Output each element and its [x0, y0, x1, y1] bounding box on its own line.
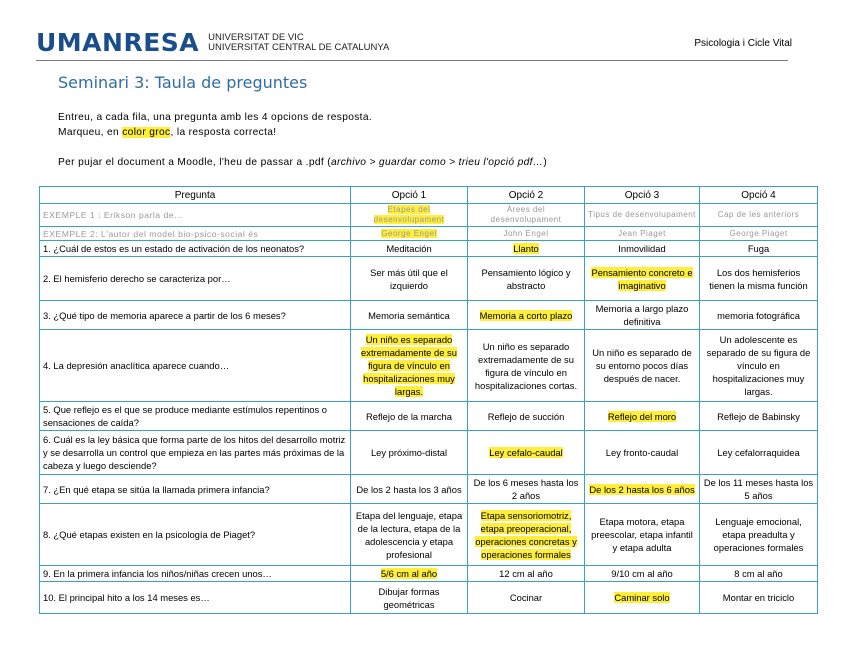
option-text: Ser más útil que el izquierdo: [370, 266, 448, 291]
option-cell-3: [585, 431, 700, 475]
option-text: Memoria semántica: [368, 309, 450, 321]
table-row: [40, 504, 818, 566]
table-row: [40, 257, 818, 301]
correct-answer: Memoria a corto plazo: [479, 309, 573, 321]
table-row: [40, 566, 818, 582]
option-text: Ley próximo-distal: [370, 447, 448, 458]
question-cell: [40, 227, 351, 241]
correct-answer: 5/6 cm al año: [380, 568, 438, 579]
option-cell-2: [468, 431, 585, 475]
example-row: [40, 227, 818, 241]
highlight-sample: color groc: [122, 127, 171, 138]
option-text: Etapa del lenguaje, etapa de la lectura, etapa de la adolescencia y etapa profesional: [355, 509, 463, 560]
option-cell-1: [351, 475, 468, 504]
question-text: EXEMPLE 1 : Erikson parla de…: [43, 210, 184, 220]
option-text: De los 2 hasta los 3 años: [356, 483, 462, 495]
option-cell-3: [585, 257, 700, 301]
option-text: George Piaget: [729, 228, 788, 238]
question-cell: [40, 330, 351, 402]
option-cell-3: [585, 330, 700, 402]
option-cell-4: [700, 402, 818, 431]
option-text: Reflejo de Babinsky: [717, 410, 800, 422]
option-cell-4: [700, 257, 818, 301]
option-text: Cap de les anteriors: [717, 210, 800, 219]
question-text: 8. ¿Qué etapas existen en la psicología de Piaget?: [43, 529, 256, 540]
option-cell-2: [468, 257, 585, 301]
question-cell: [40, 402, 351, 431]
table-row: [40, 475, 818, 504]
table-body: [40, 204, 818, 614]
option-text: 9/10 cm al año: [611, 568, 673, 579]
option-cell-2: [468, 241, 585, 257]
option-cell-1: [351, 582, 468, 614]
option-cell-4: [700, 227, 818, 241]
correct-answer: De los 2 hasta los 6 años: [589, 483, 695, 495]
question-cell: [40, 241, 351, 257]
instruction-path: archivo > guardar como > trieu l'opció pdf…: [330, 157, 544, 168]
option-text: 12 cm al año: [499, 568, 553, 579]
instruction-line2: [58, 127, 276, 138]
option-text: Ley fronto-caudal: [605, 447, 679, 458]
option-text: Los dos hemisferios tienen la misma función: [709, 266, 808, 291]
option-text: Dibujar formas geométricas: [378, 585, 440, 610]
question-cell: [40, 582, 351, 614]
header-cell: Pregunta: [40, 187, 351, 204]
table-row: [40, 330, 818, 402]
option-cell-3: [585, 241, 700, 257]
instruction-text: ): [543, 157, 548, 168]
page-header: [36, 26, 796, 56]
option-cell-1: [351, 431, 468, 475]
header-cell: Opció 3: [585, 187, 700, 204]
logo-text: UMANRESA: [36, 28, 200, 57]
option-cell-1: [351, 241, 468, 257]
correct-answer: Pensamiento concreto e imaginativo: [591, 266, 693, 291]
option-cell-4: [700, 204, 818, 227]
option-cell-3: [585, 582, 700, 614]
option-text: Meditación: [386, 243, 432, 254]
question-text: 3. ¿Qué tipo de memoria aparece a partir de los 6 meses?: [43, 309, 286, 321]
option-cell-1: [351, 257, 468, 301]
option-text: 8 cm al año: [734, 568, 783, 579]
option-cell-4: [700, 330, 818, 402]
option-cell-4: [700, 475, 818, 504]
option-cell-2: [468, 301, 585, 330]
correct-answer: Etapa sensoriomotriz, etapa preoperacional, operaciones concretas y operaciones formales: [475, 509, 577, 560]
correct-answer: George Engel: [381, 228, 437, 238]
option-text: Reflejo de la marcha: [366, 410, 452, 422]
option-cell-2: [468, 504, 585, 566]
option-cell-1: [351, 227, 468, 241]
option-cell-3: [585, 402, 700, 431]
option-text: Jean Piaget: [618, 228, 666, 238]
correct-answer: Reflejo del moro: [607, 410, 677, 422]
page-title: Seminari 3: Taula de preguntes: [58, 73, 308, 92]
instruction-text: Marqueu, en: [58, 127, 123, 138]
table-row: [40, 241, 818, 257]
university-name: [208, 33, 389, 53]
option-cell-3: [585, 301, 700, 330]
correct-answer: Etapes del desenvolupament: [373, 205, 445, 224]
option-text: Pensamiento lógico y abstracto: [481, 266, 571, 291]
question-text: 5. Que reflejo es el que se produce mediante estímulos repentinos o sensaciones de caída?: [43, 404, 328, 428]
instruction-line1: Entreu, a cada fila, una pregunta amb les 4 opcions de resposta.: [58, 112, 373, 123]
option-cell-3: [585, 475, 700, 504]
option-cell-1: [351, 566, 468, 582]
question-text: 4. La depresión anaclítica aparece cuando…: [43, 360, 230, 371]
question-text: 10. El principal hito a los 14 meses es…: [43, 592, 210, 603]
option-cell-2: [468, 227, 585, 241]
correct-answer: Caminar solo: [614, 592, 670, 603]
option-text: Fuga: [747, 243, 770, 254]
option-cell-4: [700, 582, 818, 614]
option-cell-2: [468, 330, 585, 402]
option-cell-1: [351, 402, 468, 431]
option-text: John Engel: [503, 228, 549, 238]
option-text: Ley cefalorraquidea: [717, 447, 800, 458]
option-text: Montar en triciclo: [722, 592, 795, 603]
option-cell-2: [468, 475, 585, 504]
correct-answer: Un niño es separado extremadamente de su figura de vínculo en hospitalizaciones muy largas.: [361, 334, 457, 397]
option-cell-3: [585, 566, 700, 582]
table-row: [40, 402, 818, 431]
university-line2: UNIVERSITAT CENTRAL DE CATALUNYA: [208, 41, 390, 53]
option-text: Cocinar: [509, 592, 543, 603]
table-row: [40, 582, 818, 614]
question-text: 9. En la primera infancia los niños/niñas crecen unos…: [43, 568, 272, 579]
option-text: Àrees del desenvolupament: [490, 205, 562, 224]
question-text: 2. El hemisferio derecho se caracteriza por…: [43, 273, 231, 284]
option-cell-4: [700, 241, 818, 257]
option-text: Tipus de desenvolupament: [588, 210, 696, 219]
instruction-text: , la resposta correcta!: [170, 127, 277, 138]
instruction-text: Per pujar el document a Moodle, l'heu de passar a .pdf (: [58, 157, 331, 168]
option-cell-1: [351, 301, 468, 330]
question-cell: [40, 204, 351, 227]
option-cell-4: [700, 431, 818, 475]
correct-answer: Ley cefalo-caudal: [489, 447, 563, 458]
questions-table: [39, 186, 818, 614]
option-cell-2: [468, 204, 585, 227]
option-cell-4: [700, 566, 818, 582]
option-cell-2: [468, 402, 585, 431]
option-cell-3: [585, 204, 700, 227]
option-text: Memoria a largo plazo definitiva: [595, 303, 689, 327]
question-text: 7. ¿En qué etapa se sitúa la llamada primera infancia?: [43, 483, 270, 495]
instruction-line3: [58, 157, 547, 168]
header-divider: [36, 60, 788, 61]
option-cell-1: [351, 204, 468, 227]
option-text: Etapa motora, etapa preescolar, etapa infantil y etapa adulta: [591, 516, 693, 553]
university-line1: UNIVERSITAT DE VIC: [208, 31, 304, 43]
option-text: memoria fotográfica: [717, 309, 800, 321]
option-cell-3: [585, 227, 700, 241]
example-row: [40, 204, 818, 227]
option-cell-1: [351, 330, 468, 402]
header-cell: Opció 4: [700, 187, 818, 204]
option-cell-4: [700, 301, 818, 330]
option-cell-3: [585, 504, 700, 566]
option-text: Un niño es separado de su entorno pocos días después de nacer.: [592, 347, 692, 384]
option-text: Un adolescente es separado de su figura de vínculo en hospitalizaciones muy largas.: [706, 334, 811, 397]
table-header-row: [40, 187, 818, 204]
question-text: 1. ¿Cuál de estos es un estado de activación de los neonatos?: [43, 243, 305, 254]
option-text: Reflejo de succión: [487, 410, 565, 422]
option-cell-2: [468, 582, 585, 614]
header-cell: Opció 1: [351, 187, 468, 204]
option-cell-2: [468, 566, 585, 582]
correct-answer: Llanto: [513, 243, 539, 254]
option-text: Inmovilidad: [618, 243, 666, 254]
question-cell: [40, 475, 351, 504]
option-cell-4: [700, 504, 818, 566]
course-name: Psicologia i Cicle Vital: [694, 38, 792, 49]
option-text: Lenguaje emocional, etapa preadulta y operaciones formales: [713, 516, 804, 553]
question-cell: [40, 504, 351, 566]
table-row: [40, 301, 818, 330]
option-cell-1: [351, 504, 468, 566]
question-text: 6. Cuál es la ley básica que forma parte de los hitos del desarrollo motriz y se desarrolla un control que empieza en las partes más próximas de la cabeza y luego desciende?: [43, 434, 346, 471]
option-text: Un niño es separado extremadamente de su figura de vínculo en hospitalizaciones cortas.: [474, 340, 578, 391]
option-text: De los 6 meses hasta los 2 años: [473, 477, 579, 501]
question-cell: [40, 301, 351, 330]
question-cell: [40, 431, 351, 475]
table-row: [40, 431, 818, 475]
question-text: EXEMPLE 2: L'autor del model bio-psico-social és: [43, 228, 259, 239]
header-cell: Opció 2: [468, 187, 585, 204]
question-cell: [40, 257, 351, 301]
question-cell: [40, 566, 351, 582]
university-logo: [36, 28, 389, 57]
option-text: De los 11 meses hasta los 5 años: [703, 477, 814, 501]
